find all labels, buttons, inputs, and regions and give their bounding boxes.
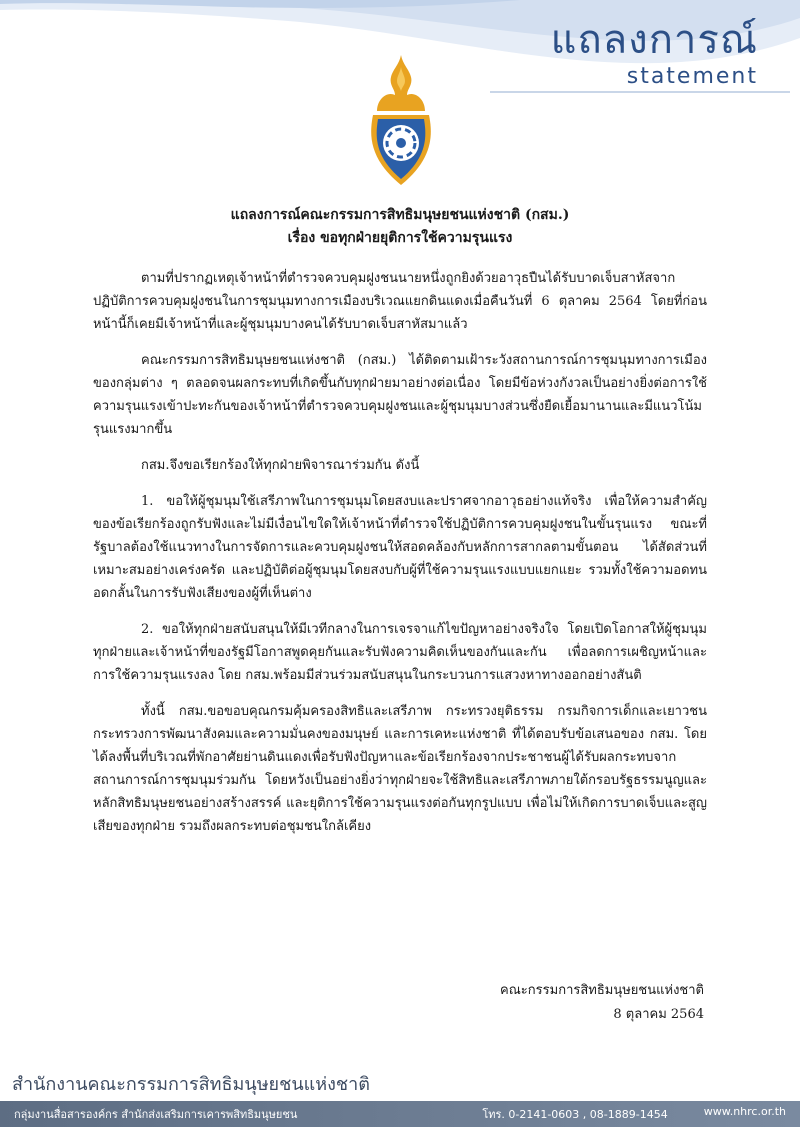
paragraph-monitoring: คณะกรรมการสิทธิมนุษยชนแห่งชาติ (กสม.) ได้ติดตามเฝ้าระวังสถานการณ์การชุมนุมทางการเมืองของกลุ่มต่าง ๆ ตลอดจนผลกระทบที่เกิดขึ้นกับทุกฝ่ายมาอย่างต่อเนื่อง โดยมีข้อห่วงกังวลเป็นอย่างยิ่งต่อการใช้ความรุนแรงเข้าปะทะกันของเจ้าหน้าที่ตำรวจควบคุมฝูงชนและผู้ชุมนุมบางส่วนซึ่งยืดเยื้อมานานและมีแนวโน้มรุนแรงมากขึ้น [93, 353, 707, 437]
footer-org-name: สำนักงานคณะกรรมการสิทธิมนุษยชนแห่งชาติ [12, 1074, 370, 1095]
header-brand-english: statement [626, 64, 758, 89]
header-brand-thai: แถลงการณ์ [550, 17, 758, 63]
statement-title [0, 204, 800, 250]
signature-block [500, 979, 704, 1027]
header-divider [490, 91, 790, 93]
footer-bar [0, 1101, 800, 1127]
signature-org: คณะกรรมการสิทธิมนุษยชนแห่งชาติ [500, 983, 704, 998]
nhrc-emblem-icon [367, 55, 435, 187]
paragraph-call: กสม.จึงขอเรียกร้องให้ทุกฝ่ายพิจารณาร่วมกัน ดังนี้ [141, 458, 420, 473]
footer-department: กลุ่มงานสื่อสารองค์กร สำนักส่งเสริมการเคารพสิทธิมนุษยชน [14, 1108, 298, 1121]
footer-website-link[interactable]: www.nhrc.or.th [703, 1105, 786, 1118]
title-line-2: เรื่อง ขอทุกฝ่ายยุติการใช้ความรุนแรง [287, 230, 513, 246]
footer-phone: โทร. 0-2141-0603 , 08-1889-1454 [482, 1108, 668, 1121]
paragraph-incident: ตามที่ปรากฏเหตุเจ้าหน้าที่ตำรวจควบคุมฝูงชนนายหนึ่งถูกยิงด้วยอาวุธปืนได้รับบาดเจ็บสาหัสจากปฏิบัติการควบคุมฝูงชนในการชุมนุมทางการเมืองบริเวณแยกดินแดงเมื่อคืนวันที่ 6 ตุลาคม 2564 โดยที่ก่อนหน้านี้ก็เคยมีเจ้าหน้าที่และผู้ชุมนุมบางคนได้รับบาดเจ็บสาหัสมาแล้ว [93, 271, 707, 332]
footer-contact [482, 1105, 786, 1123]
paragraph-point-1: 1. ขอให้ผู้ชุมนุมใช้เสรีภาพในการชุมนุมโดยสงบและปราศจากอาวุธอย่างแท้จริง เพื่อให้ความสำคัญของข้อเรียกร้องถูกรับฟังและไม่มีเงื่อนไขใดให้เจ้าหน้าที่ตำรวจใช้ปฏิบัติการควบคุมฝูงชนในขั้นรุนแรง ขณะที่รัฐบาลต้องใช้แนวทางในการจัดการและควบคุมฝูงชนให้สอดคล้องกับหลักการสากลตามขั้นตอน ได้สัดส่วนที่เหมาะสมอย่างเคร่งครัด และปฏิบัติต่อผู้ชุมนุมโดยสงบกับผู้ที่ใช้ความรุนแรงแบบแยกแยะ รวมทั้งใช้ความอดทนอดกลั้นในการรับฟังเสียงของผู้ที่เห็นต่าง [93, 494, 707, 601]
paragraph-thanks: ทั้งนี้ กสม.ขอขอบคุณกรมคุ้มครองสิทธิและเสรีภาพ กระทรวงยุติธรรม กรมกิจการเด็กและเยาวชน กระทรวงการพัฒนาสังคมและความมั่นคงของมนุษย์ และการเคหะแห่งชาติ ที่ได้ตอบรับข้อเสนอของ กสม. โดยได้ลงพื้นที่บริเวณที่พักอาศัยย่านดินแดงเพื่อรับฟังปัญหาและข้อเรียกร้องจากประชาชนผู้ได้รับผลกระทบจากสถานการณ์การชุมนุมร่วมกัน โดยหวังเป็นอย่างยิ่งว่าทุกฝ่ายจะใช้สิทธิและเสรีภาพภายใต้กรอบรัฐธรรมนูญและหลักสิทธิมนุษยชนอย่างสร้างสรรค์ และยุติการใช้ความรุนแรงต่อกันทุกรูปแบบ เพื่อไม่ให้เกิดการบาดเจ็บและสูญเสียของทุกฝ่าย รวมถึงผลกระทบต่อชุมชนใกล้เคียง [93, 704, 707, 834]
statement-body [93, 267, 707, 851]
title-line-1: แถลงการณ์คณะกรรมการสิทธิมนุษยชนแห่งชาติ (กสม.) [230, 207, 570, 223]
paragraph-point-2: 2. ขอให้ทุกฝ่ายสนับสนุนให้มีเวทีกลางในการเจรจาแก้ไขปัญหาอย่างจริงใจ โดยเปิดโอกาสให้ผู้ชุมนุมทุกฝ่ายและเจ้าหน้าที่ของรัฐมีโอกาสพูดคุยกันและรับฟังความคิดเห็นของกันและกัน เพื่อลดการเผชิญหน้าและการใช้ความรุนแรงลง โดย กสม.พร้อมมีส่วนร่วมสนับสนุนในกระบวนการแสวงหาทางออกอย่างสันติ [93, 622, 707, 683]
signature-date: 8 ตุลาคม 2564 [613, 1007, 704, 1022]
